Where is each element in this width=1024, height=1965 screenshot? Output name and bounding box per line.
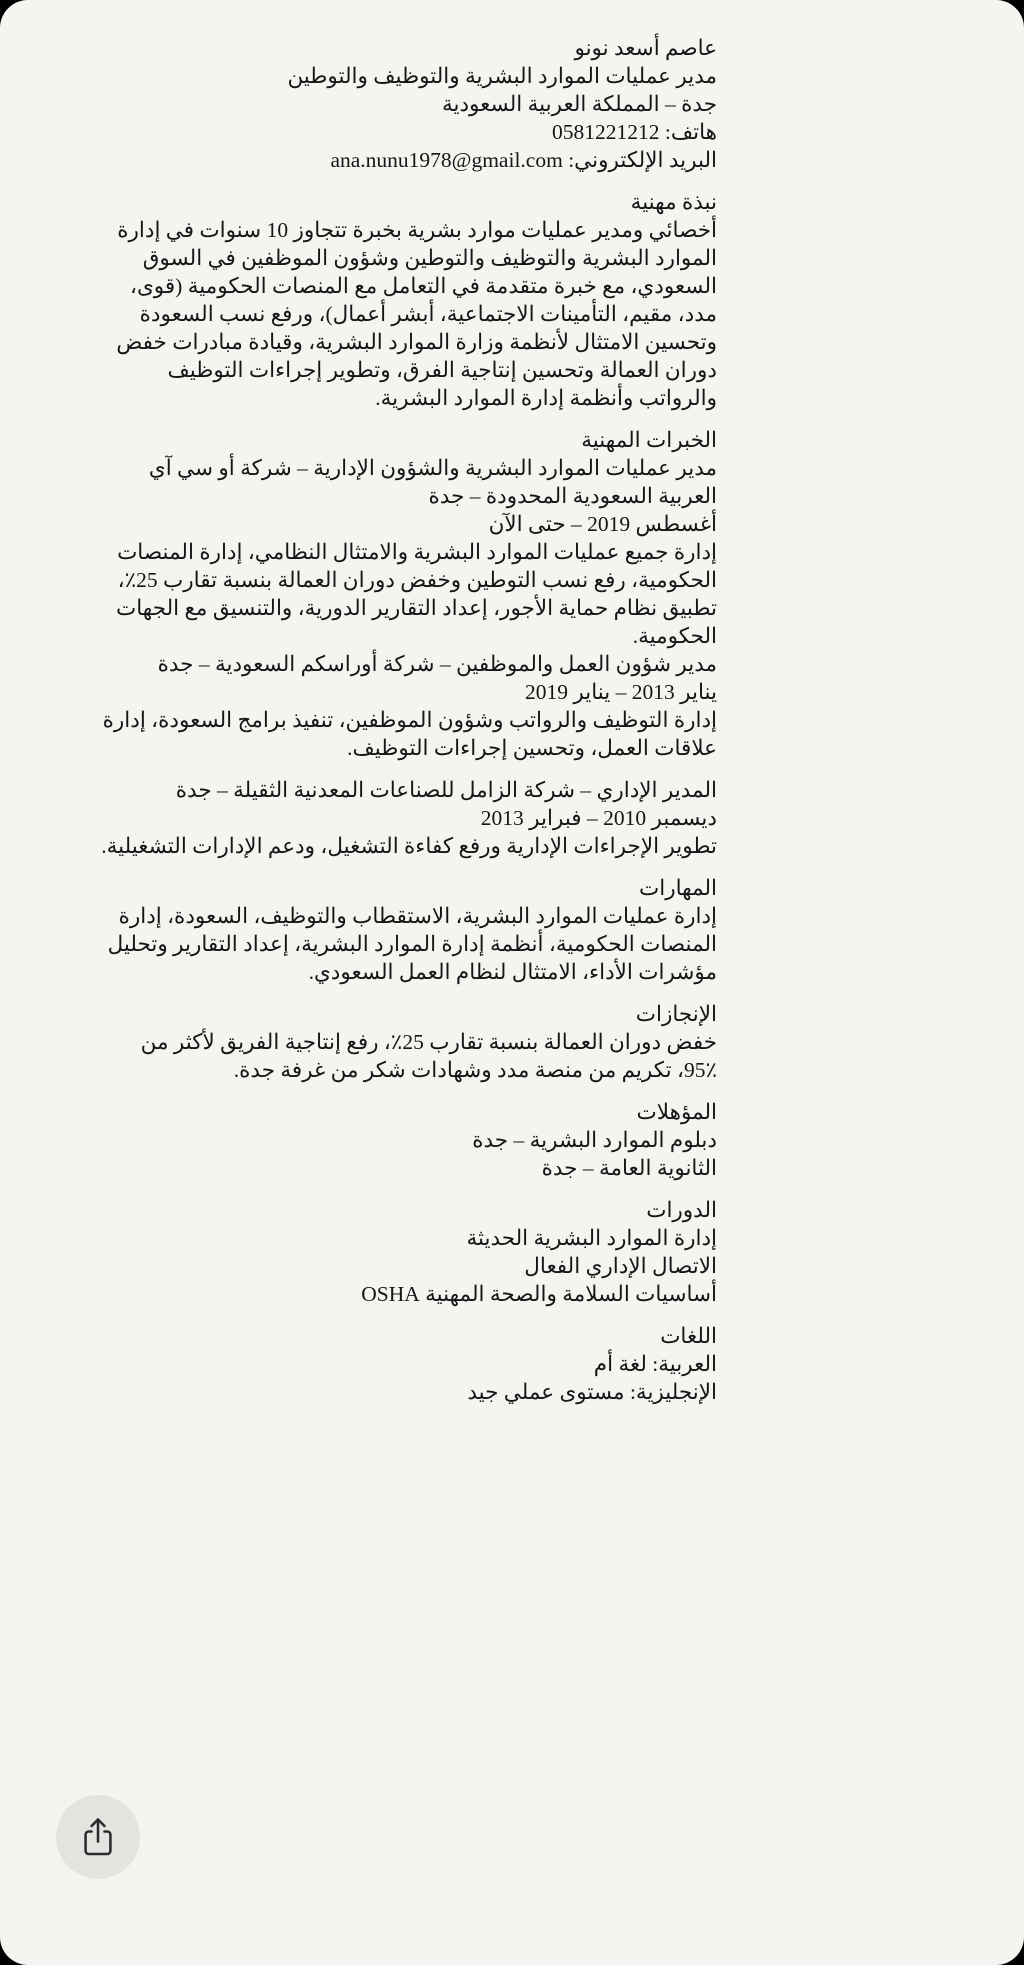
text-line: إدارة التوظيف والرواتب وشؤون الموظفين، تنفيذ برامج السعودة، إدارة — [102, 708, 717, 732]
text-line: وتحسين الامتثال لأنظمة وزارة الموارد البشرية، وقيادة مبادرات خفض — [116, 330, 717, 354]
section — [85, 874, 717, 986]
section-title: الإنجازات — [635, 1002, 717, 1026]
paragraph — [85, 1350, 717, 1406]
section-title: المهارات — [638, 876, 717, 900]
text-line: أغسطس 2019 – حتى الآن — [488, 512, 717, 536]
section — [85, 1098, 717, 1182]
paragraph — [85, 1028, 717, 1084]
text-line: أخصائي ومدير عمليات موارد بشرية بخبرة تتجاوز 10 سنوات في إدارة — [117, 218, 717, 242]
section-title: نبذة مهنية — [630, 190, 717, 214]
text-line: دبلوم الموارد البشرية – جدة — [472, 1128, 717, 1152]
text-line: أساسيات السلامة والصحة المهنية OSHA — [361, 1282, 717, 1306]
header-line: هاتف: 0581221212 — [552, 120, 717, 144]
section-title: المؤهلات — [636, 1100, 717, 1124]
section-title: الدورات — [646, 1198, 717, 1222]
text-line: إدارة الموارد البشرية الحديثة — [466, 1226, 717, 1250]
text-line: يناير 2013 – يناير 2019 — [525, 680, 717, 704]
text-line: مؤشرات الأداء، الامتثال لنظام العمل السعودي. — [308, 960, 717, 984]
section-title: اللغات — [660, 1324, 717, 1348]
text-line: علاقات العمل، وتحسين إجراءات التوظيف. — [347, 736, 717, 760]
section — [85, 1000, 717, 1084]
header-line: مدير عمليات الموارد البشرية والتوظيف والتوطين — [287, 64, 717, 88]
text-line: الحكومية. — [632, 624, 717, 648]
paragraph — [85, 650, 717, 762]
paragraph — [85, 1224, 717, 1308]
text-line: إدارة جميع عمليات الموارد البشرية والامتثال النظامي، إدارة المنصات — [117, 540, 717, 564]
section — [85, 188, 717, 412]
text-line: المدير الإداري – شركة الزامل للصناعات المعدنية الثقيلة – جدة — [175, 778, 717, 802]
share-icon — [75, 1814, 121, 1860]
text-line: الحكومية، رفع نسب التوطين وخفض دوران العمالة بنسبة تقارب 25٪، — [117, 568, 717, 592]
section — [85, 426, 717, 860]
header-line: البريد الإلكتروني: ana.nunu1978@gmail.com — [330, 148, 717, 172]
text-line: تطبيق نظام حماية الأجور، إعداد التقارير الدورية، والتنسيق مع الجهات — [116, 596, 717, 620]
text-line: ديسمبر 2010 – فبراير 2013 — [480, 806, 717, 830]
section — [85, 1196, 717, 1308]
text-line: الإنجليزية: مستوى عملي جيد — [467, 1380, 717, 1404]
text-line: الثانوية العامة – جدة — [541, 1156, 717, 1180]
text-line: خفض دوران العمالة بنسبة تقارب 25٪، رفع إنتاجية الفريق لأكثر من — [140, 1030, 717, 1054]
section-title: الخبرات المهنية — [581, 428, 717, 452]
text-line: والرواتب وأنظمة إدارة الموارد البشرية. — [375, 386, 717, 410]
text-line: دوران العمالة وتحسين إنتاجية الفرق، وتطوير إجراءات التوظيف — [167, 358, 717, 382]
resume-sections — [85, 188, 717, 1406]
paragraph — [85, 216, 717, 412]
text-line: السعودي، مع خبرة متقدمة في التعامل مع المنصات الحكومية (قوى، — [130, 274, 717, 298]
text-line: العربية: لغة أم — [593, 1352, 717, 1376]
text-line: العربية السعودية المحدودة – جدة — [428, 484, 717, 508]
text-line: إدارة عمليات الموارد البشرية، الاستقطاب والتوظيف، السعودة، إدارة — [118, 904, 717, 928]
share-button[interactable] — [56, 1795, 140, 1879]
text-line: المنصات الحكومية، أنظمة إدارة الموارد البشرية، إعداد التقارير وتحليل — [107, 932, 717, 956]
text-line: مدير عمليات الموارد البشرية والشؤون الإدارية – شركة أو سي آي — [148, 456, 717, 480]
paragraph — [85, 1126, 717, 1182]
text-line: مدد، مقيم، التأمينات الاجتماعية، أبشر أعمال)، ورفع نسب السعودة — [139, 302, 717, 326]
text-line: الموارد البشرية والتوظيف والتوطين وشؤون الموظفين في السوق — [142, 246, 717, 270]
section — [85, 1322, 717, 1406]
header-line: عاصم أسعد نونو — [574, 36, 717, 60]
text-line: مدير شؤون العمل والموظفين – شركة أوراسكم السعودية – جدة — [157, 652, 717, 676]
text-line: الاتصال الإداري الفعال — [524, 1254, 717, 1278]
paragraph — [85, 776, 717, 860]
header-line: جدة – المملكة العربية السعودية — [441, 92, 717, 116]
paragraph — [85, 454, 717, 650]
text-line: 95٪، تكريم من منصة مدد وشهادات شكر من غرفة جدة. — [233, 1058, 717, 1082]
resume-header — [85, 34, 717, 174]
resume-document — [85, 34, 717, 1406]
paragraph — [85, 902, 717, 986]
text-line: تطوير الإجراءات الإدارية ورفع كفاءة التشغيل، ودعم الإدارات التشغيلية. — [101, 834, 717, 858]
